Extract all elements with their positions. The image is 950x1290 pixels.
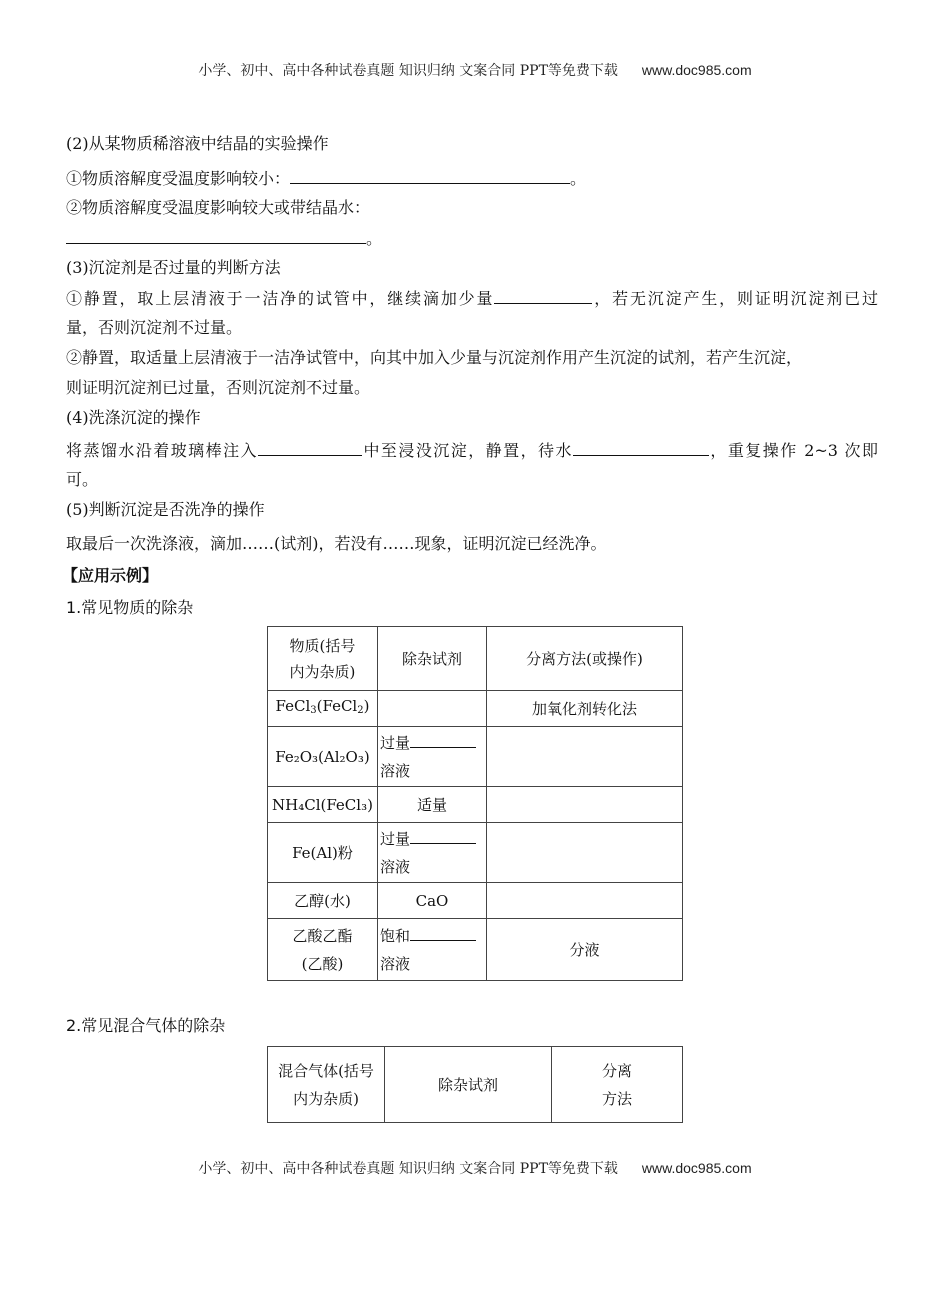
- examples-heading: 【应用示例】: [62, 566, 159, 585]
- reagent-cell: [377, 919, 486, 981]
- footer-text: 小学、初中、高中各种试卷真题 知识归纳 文案合同 PPT等免费下载: [198, 1161, 618, 1177]
- sub-c: ): [363, 697, 370, 715]
- answer-blank[interactable]: [410, 731, 476, 748]
- table-row: [268, 727, 683, 787]
- method-cell[interactable]: [486, 823, 682, 883]
- table1-header-substance: [268, 627, 378, 691]
- answer-blank[interactable]: [573, 440, 709, 456]
- sec3-item2-line2: 则证明沉淀剂已过量，否则沉淀剂不过量。: [66, 378, 371, 397]
- sec5-heading: (5)判断沉淀是否洗净的操作: [66, 500, 265, 519]
- method-cell: 加氧化剂转化法: [486, 691, 682, 727]
- substance-cell: NH₄Cl(FeCl₃): [268, 787, 378, 823]
- reagent-a: 饱和: [379, 926, 410, 945]
- header-substance-1: 物质(括号: [289, 636, 356, 655]
- header-method-1: 分离: [601, 1061, 632, 1080]
- sec3-item1-b: ，若无沉淀产生，则证明沉淀剂已过: [592, 289, 878, 308]
- table-row: [268, 787, 683, 823]
- substance-cell: [268, 691, 378, 727]
- substance-a: 乙酸乙酯: [292, 926, 353, 945]
- sec4-line1: [66, 440, 878, 461]
- table2-header-reagent: 除杂试剂: [385, 1047, 552, 1123]
- reagent-b: 溶液: [379, 857, 410, 876]
- table2-title: 2.常见混合气体的除杂: [66, 1016, 226, 1035]
- answer-blank[interactable]: [258, 440, 362, 456]
- page-footer: [0, 1158, 950, 1178]
- page-header: [0, 60, 950, 80]
- sec2-item2-end: 。: [366, 229, 383, 248]
- table2-header-row: [268, 1047, 683, 1123]
- reagent-a: 过量: [379, 733, 410, 752]
- sec2-item1: [66, 168, 586, 189]
- answer-blank[interactable]: [410, 924, 476, 941]
- answer-blank[interactable]: [494, 288, 592, 304]
- sec3-item1-line2: 量，否则沉淀剂不过量。: [66, 318, 243, 337]
- reagent-cell: [377, 823, 486, 883]
- method-cell[interactable]: [486, 883, 682, 919]
- table1-title: 1.常见物质的除杂: [66, 598, 194, 617]
- sec4-line2: 可。: [66, 470, 99, 489]
- header-substance-2: 内为杂质): [289, 662, 356, 681]
- substance-cell: [268, 919, 378, 981]
- sec5-line1: 取最后一次洗涤液，滴加……(试剂)，若没有……现象，证明沉淀已经洗净。: [66, 534, 607, 553]
- answer-blank[interactable]: [410, 827, 476, 844]
- table1-header-row: [268, 627, 683, 691]
- table2-header-method: [552, 1047, 683, 1123]
- table-row: [268, 691, 683, 727]
- table1-header-reagent: 除杂试剂: [377, 627, 486, 691]
- sec3-item2-line1: ②静置，取适量上层清液于一洁净试管中，向其中加入少量与沉淀剂作用产生沉淀的试剂，若产生沉淀，: [66, 348, 803, 367]
- sec4-line1-a: 将蒸馏水沿着玻璃棒注入: [66, 441, 259, 460]
- header-gas-1: 混合气体(括号: [278, 1061, 374, 1080]
- sub-num-1: 3: [310, 705, 317, 716]
- table-row: [268, 919, 683, 981]
- table-row: [268, 883, 683, 919]
- substance-b: (乙酸): [301, 954, 344, 973]
- header-method-2: 方法: [601, 1089, 632, 1108]
- header-gas-2: 内为杂质): [293, 1089, 359, 1108]
- method-cell[interactable]: [486, 727, 682, 787]
- method-cell: 分液: [486, 919, 682, 981]
- answer-blank[interactable]: [66, 228, 366, 244]
- sec2-item1-end: 。: [570, 169, 587, 188]
- sec3-heading: (3)沉淀剂是否过量的判断方法: [66, 258, 281, 277]
- table2-header-gas: [268, 1047, 385, 1123]
- table1-header-method: 分离方法(或操作): [486, 627, 682, 691]
- sec3-item1-line1: [66, 288, 878, 309]
- reagent-b: 溶液: [379, 954, 410, 973]
- method-cell[interactable]: [486, 787, 682, 823]
- sec2-item2: ②物质溶解度受温度影响较大或带结晶水：: [66, 198, 371, 217]
- sub-a: FeCl: [275, 697, 311, 715]
- substance-cell: Fe(Al)粉: [268, 823, 378, 883]
- reagent-cell: CaO: [377, 883, 486, 919]
- sec2-item1-text: ①物质溶解度受温度影响较小：: [66, 169, 291, 188]
- reagent-cell: 适量: [377, 787, 486, 823]
- table1: [267, 626, 683, 981]
- sec4-line1-c: ，重复操作 2~3 次即: [708, 441, 878, 460]
- sub-b: (FeCl: [316, 697, 358, 715]
- header-text: 小学、初中、高中各种试卷真题 知识归纳 文案合同 PPT等免费下载: [198, 63, 618, 79]
- sec4-line1-b: 中至浸没沉淀，静置，待水: [362, 441, 573, 460]
- answer-blank[interactable]: [290, 168, 570, 184]
- header-site[interactable]: www.doc985.com: [641, 62, 752, 78]
- reagent-b: 溶液: [379, 761, 410, 780]
- sub-num-2: 2: [357, 705, 364, 716]
- reagent-cell[interactable]: [377, 691, 486, 727]
- table2: [267, 1046, 683, 1123]
- substance-cell: Fe₂O₃(Al₂O₃): [268, 727, 378, 787]
- reagent-a: 过量: [379, 829, 410, 848]
- sec2-item2-answer: [66, 228, 382, 249]
- table-row: [268, 823, 683, 883]
- sec4-heading: (4)洗涤沉淀的操作: [66, 408, 201, 427]
- substance-cell: 乙醇(水): [268, 883, 378, 919]
- sec2-heading: (2)从某物质稀溶液中结晶的实验操作: [66, 134, 329, 153]
- reagent-cell: [377, 727, 486, 787]
- footer-site[interactable]: www.doc985.com: [641, 1160, 752, 1176]
- sec3-item1-a: ①静置，取上层清液于一洁净的试管中，继续滴加少量: [66, 289, 495, 308]
